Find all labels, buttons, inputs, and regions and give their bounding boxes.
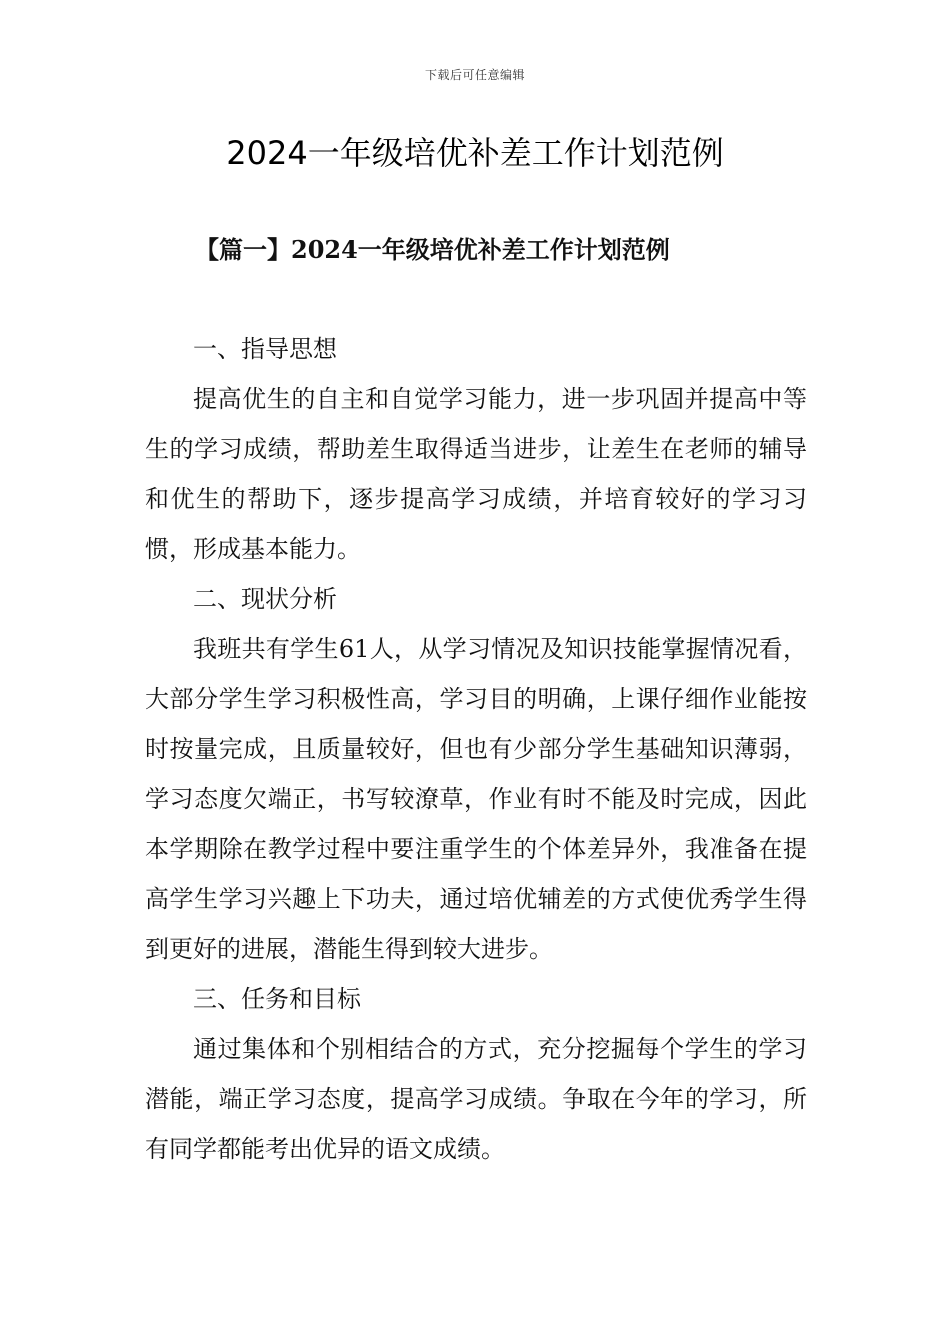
heading-tasks-goals: 三、任务和目标 <box>193 985 361 1013</box>
heading-guiding-idea: 一、指导思想 <box>193 335 337 363</box>
header-note: 下载后可任意编辑 <box>424 68 525 82</box>
section-title: 【篇一】2024一年级培优补差工作计划范例 <box>195 235 670 264</box>
document-body <box>145 324 807 1174</box>
paragraph-status-analysis: 我班共有学生61人，从学习情况及知识技能掌握情况看，大部分学生学习积极性高，学习目的明确，上课仔细作业能按时按量完成，且质量较好，但也有少部分学生基础知识薄弱，学习态度欠端正，书写较潦草，作业有时不能及时完成，因此本学期除在教学过程中要注重学生的个体差异外，我准备在提高学生学习兴趣上下功夫，通过培优辅差的方式使优秀学生得到更好的进展，潜能生得到较大进步。 <box>145 635 807 963</box>
paragraph-guiding-idea: 提高优生的自主和自觉学习能力，进一步巩固并提高中等生的学习成绩，帮助差生取得适当进步，让差生在老师的辅导和优生的帮助下，逐步提高学习成绩，并培育较好的学习习惯，形成基本能力。 <box>145 385 807 563</box>
document-title: 2024一年级培优补差工作计划范例 <box>226 134 724 172</box>
paragraph-tasks-goals: 通过集体和个别相结合的方式，充分挖掘每个学生的学习潜能，端正学习态度，提高学习成绩。争取在今年的学习，所有同学都能考出优异的语文成绩。 <box>145 1035 807 1163</box>
heading-status-analysis: 二、现状分析 <box>193 585 337 613</box>
